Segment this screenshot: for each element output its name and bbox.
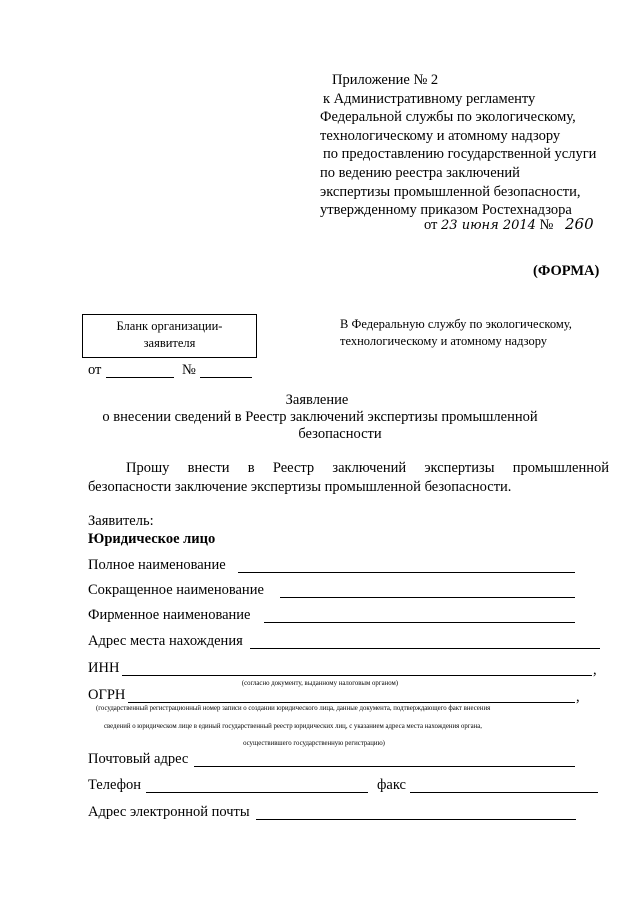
postal-label: Почтовый адрес xyxy=(88,751,189,767)
blank-box-line: Бланк организации- xyxy=(116,319,223,333)
inn-label: ИНН xyxy=(88,660,120,676)
email-line[interactable] xyxy=(256,819,576,820)
full-name-line[interactable] xyxy=(238,572,575,573)
ogrn-note: осуществившего государственную регистрацию) xyxy=(243,740,385,747)
appendix-line: по ведению реестра заключений xyxy=(320,164,520,181)
applicant-type: Юридическое лицо xyxy=(88,531,216,547)
brand-name-line[interactable] xyxy=(264,622,575,623)
request-line: Прошу внести в Реестр заключений экспертизы промышленной xyxy=(126,460,609,476)
ref-date-line[interactable] xyxy=(106,377,174,378)
full-name-label: Полное наименование xyxy=(88,557,226,573)
address-line[interactable] xyxy=(250,648,600,649)
appendix-line: утвержденному приказом Ростехнадзора xyxy=(320,202,572,219)
form-label: (ФОРМА) xyxy=(533,263,600,279)
date-prefix: от xyxy=(424,217,438,233)
addressee-line: технологическому и атомному надзору xyxy=(340,334,548,348)
blank-box xyxy=(82,314,257,358)
request-line: безопасности заключение экспертизы промышленной безопасности. xyxy=(88,479,512,495)
brand-name-label: Фирменное наименование xyxy=(88,607,251,623)
email-label: Адрес электронной почты xyxy=(88,804,250,820)
appendix-line: по предоставлению государственной услуги xyxy=(323,146,597,163)
ref-number-line[interactable] xyxy=(200,377,252,378)
appendix-block xyxy=(320,71,596,220)
inn-comma: , xyxy=(593,662,597,678)
appendix-line: экспертизы промышленной безопасности, xyxy=(320,183,581,200)
ogrn-note: (государственный регистрационный номер записи о создании юридического лица, данные документа, подтверждающего факт внесения xyxy=(96,705,491,712)
statement-subtitle: безопасности xyxy=(298,426,382,442)
ogrn-line[interactable] xyxy=(128,702,575,703)
blank-box-line: заявителя xyxy=(143,336,196,350)
number-sign: № xyxy=(539,217,554,233)
phone-label: Телефон xyxy=(88,777,141,793)
inn-line[interactable] xyxy=(122,675,592,676)
appendix-title: Приложение № 2 xyxy=(332,72,439,88)
statement-title: Заявление xyxy=(285,392,349,408)
ogrn-note: сведений о юридическом лице в единый государственный реестр юридических лиц, с указанием адреса места нахождения органа, xyxy=(104,723,482,730)
ref-number-label: № xyxy=(182,362,196,378)
fax-line[interactable] xyxy=(410,792,598,793)
postal-line[interactable] xyxy=(194,766,575,767)
address-label: Адрес места нахождения xyxy=(88,633,243,649)
appendix-line: технологическому и атомному надзору xyxy=(320,127,561,144)
applicant-label: Заявитель: xyxy=(88,513,154,529)
handwritten-number: 260 xyxy=(565,215,594,233)
handwritten-date: 23 июня 2014 xyxy=(441,218,536,233)
short-name-line[interactable] xyxy=(280,597,575,598)
appendix-line: к Административному регламенту xyxy=(323,90,536,107)
short-name-label: Сокращенное наименование xyxy=(88,582,264,598)
statement-subtitle: о внесении сведений в Реестр заключений экспертизы промышленной xyxy=(102,409,538,425)
inn-note: (согласно документу, выданному налоговым органом) xyxy=(241,680,399,687)
ogrn-comma: , xyxy=(576,689,580,705)
appendix-line: Федеральной службы по экологическому, xyxy=(320,109,576,126)
phone-line[interactable] xyxy=(146,792,368,793)
fax-label: факс xyxy=(377,777,406,793)
ref-from-label: от xyxy=(88,362,102,378)
ogrn-label: ОГРН xyxy=(88,687,126,703)
addressee xyxy=(340,316,572,350)
addressee-line: В Федеральную службу по экологическому, xyxy=(340,317,572,331)
appendix-date-row xyxy=(424,215,594,234)
